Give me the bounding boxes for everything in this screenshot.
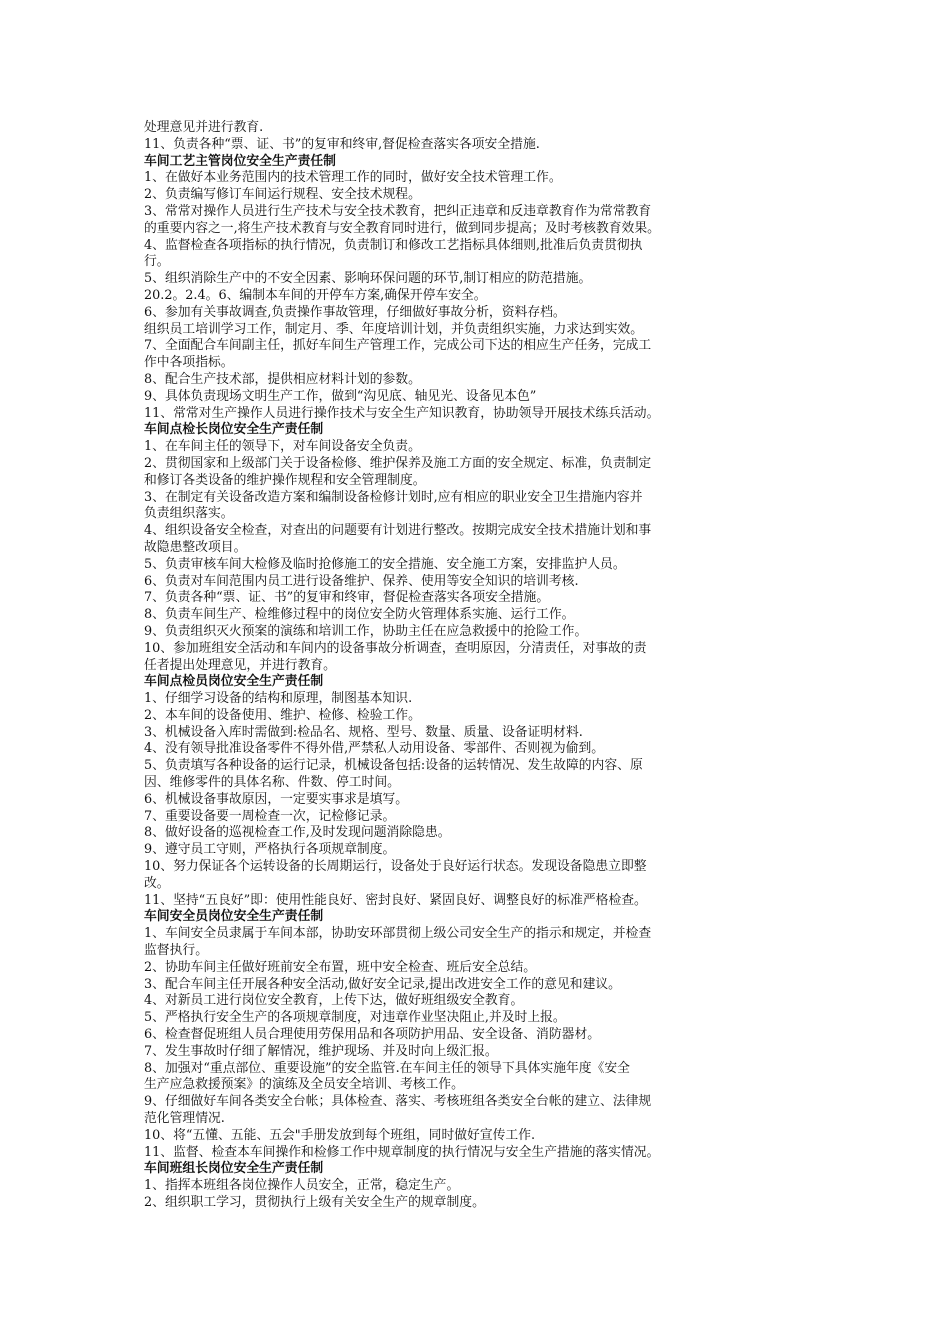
text-line: 作中各项指标。 xyxy=(144,355,234,371)
text-line: 6、负责对车间范围内员工进行设备维护、保养、使用等安全知识的培训考核. xyxy=(144,573,579,589)
text-line: 处理意见并进行教育. xyxy=(144,120,264,135)
text-line: 11、常常对生产操作人员进行操作技术与安全生产知识教育，协助领导开展技术练兵活动。 xyxy=(144,405,660,421)
section-heading: 车间安全员岗位安全生产责任制 xyxy=(144,909,324,925)
text-line: 4、组织设备安全检查，对查出的问题要有计划进行整改。按期完成安全技术措施计划和事 xyxy=(144,523,652,539)
text-line: 因、维修零件的具体名称、件数、停工时间。 xyxy=(144,775,400,791)
section-heading: 车间工艺主管岗位安全生产责任制 xyxy=(144,153,336,169)
text-line: 改。 xyxy=(144,875,170,891)
text-line: 5、负责填写各种设备的运行记录，机械设备包括:设备的运转情况、发生故障的内容、原 xyxy=(144,758,643,774)
text-line: 故隐患整改项目。 xyxy=(144,539,247,555)
text-line: 9、负责组织灭火预案的演练和培训工作，协助主任在应急救援中的抢险工作。 xyxy=(144,623,588,639)
text-line: 2、协助车间主任做好班前安全布置，班中安全检查、班后安全总结。 xyxy=(144,959,537,975)
text-line: 行。 xyxy=(144,254,170,270)
text-line: 4、对新员工进行岗位安全教育，上传下达，做好班组级安全教育。 xyxy=(144,993,524,1009)
text-line: 7、发生事故时仔细了解情况，维护现场、并及时向上级汇报。 xyxy=(144,1043,498,1059)
text-line: 组织员工培训学习工作，制定月、季、年度培训计划，并负责组织实施，力求达到实效。 xyxy=(144,321,644,337)
text-line: 5、严格执行安全生产的各项规章制度，对违章作业坚决阻止,并及时上报。 xyxy=(144,1010,566,1026)
text-line: 2、组织职工学习，贯彻执行上级有关安全生产的规章制度。 xyxy=(144,1195,485,1210)
text-line: 6、参加有关事故调查,负责操作事故管理，仔细做好事故分析，资料存档。 xyxy=(144,304,566,320)
text-line: 2、贯彻国家和上级部门关于设备检修、维护保养及施工方面的安全规定、标准，负责制定 xyxy=(144,455,652,471)
text-line: 5、负责审核车间大检修及临时抢修施工的安全措施、安全施工方案，安排监护人员。 xyxy=(144,556,626,572)
text-line: 3、机械设备入库时需做到:检品名、规格、型号、数量、质量、设备证明材料. xyxy=(144,724,583,740)
text-line: 任者提出处理意见，并进行教育。 xyxy=(144,657,336,673)
text-line: 8、负责车间生产、检维修过程中的岗位安全防火管理体系实施、运行工作。 xyxy=(144,607,575,623)
text-line: 8、做好设备的巡视检查工作,及时发现问题消除隐患。 xyxy=(144,825,451,841)
section-heading: 车间点检长岗位安全生产责任制 xyxy=(144,422,324,438)
text-line: 1、仔细学习设备的结构和原理，制图基本知识. xyxy=(144,691,413,707)
text-line: 6、机械设备事故原因，一定要实事求是填写。 xyxy=(144,791,409,807)
text-line: 9、遵守员工守则，严格执行各项规章制度。 xyxy=(144,842,396,858)
text-line: 10、参加班组安全活动和车间内的设备事故分析调查，查明原因，分清责任，对事故的责 xyxy=(144,640,647,656)
text-line: 11、坚持“五良好”即：使用性能良好、密封良好、紧固良好、调整良好的标准严格检查。 xyxy=(144,892,647,908)
text-line: 监督执行。 xyxy=(144,943,208,959)
document-page xyxy=(144,120,824,1212)
text-line: 9、仔细做好车间各类安全台帐；具体检查、落实、考核班组各类安全台帐的建立、法律规 xyxy=(144,1094,652,1110)
text-line: 1、在做好本业务范围内的技术管理工作的同时，做好安全技术管理工作。 xyxy=(144,170,562,186)
text-line: 的重要内容之一,将生产技术教育与安全教育同时进行，做到同步提高；及时考核教育效果。 xyxy=(144,220,660,236)
text-line: 10、努力保证各个运转设备的长周期运行，设备处于良好运行状态。发现设备隐患立即整 xyxy=(144,859,647,875)
text-line: 2、本车间的设备使用、维护、检修、检验工作。 xyxy=(144,707,421,723)
text-line: 8、配合生产技术部，提供相应材料计划的参数。 xyxy=(144,371,421,387)
text-line: 1、在车间主任的领导下，对车间设备安全负责。 xyxy=(144,439,421,455)
text-line: 4、没有领导批准设备零件不得外借,严禁私人动用设备、零部件、否则视为偷到。 xyxy=(144,741,605,757)
text-line: 4、监督检查各项指标的执行情况，负责制订和修改工艺指标具体细则,批准后负责贯彻执 xyxy=(144,237,643,253)
text-line: 7、全面配合车间副主任，抓好车间生产管理工作，完成公司下达的相应生产任务，完成工 xyxy=(144,338,652,354)
text-line: 7、负责各种“票、证、书”的复审和终审，督促检查落实各项安全措施。 xyxy=(144,590,550,606)
text-line: 生产应急救援预案》的演练及全员安全培训、考核工作。 xyxy=(144,1077,464,1093)
text-line: 9、具体负责现场文明生产工作，做到“沟见底、轴见光、设备见本色” xyxy=(144,388,537,404)
section-heading: 车间班组长岗位安全生产责任制 xyxy=(144,1161,324,1177)
text-line: 负责组织落实。 xyxy=(144,506,234,522)
text-line: 3、常常对操作人员进行生产技术与安全技术教育，把纠正违章和反违章教育作为常常教育 xyxy=(144,203,652,219)
text-line: 范化管理情况. xyxy=(144,1111,225,1127)
text-line: 7、重要设备要一周检查一次，记检修记录。 xyxy=(144,808,396,824)
text-line: 20.2。2.4。6、编制本车间的开停车方案,确保开停车安全。 xyxy=(144,287,487,303)
text-line: 3、配合车间主任开展各种安全活动,做好安全记录,提出改进安全工作的意见和建议。 xyxy=(144,976,621,992)
text-line: 10、将“五懂、五能、五会"手册发放到每个班组，同时做好宣传工作. xyxy=(144,1127,536,1143)
text-line: 11、负责各种“票、证、书”的复审和终审,督促检查落实各项安全措施. xyxy=(144,136,540,152)
text-line: 3、在制定有关设备改造方案和编制设备检修计划时,应有相应的职业安全卫生措施内容并 xyxy=(144,489,643,505)
text-line: 6、检查督促班组人员合理使用劳保用品和各项防护用品、安全设备、消防器材。 xyxy=(144,1027,601,1043)
section-heading: 车间点检员岗位安全生产责任制 xyxy=(144,674,324,690)
text-line: 8、加强对“重点部位、重要设施”的安全监管.在车间主任的领导下具体实施年度《安全 xyxy=(144,1060,630,1076)
text-line: 5、组织消除生产中的不安全因素、影响环保问题的环节,制订相应的防范措施。 xyxy=(144,271,592,287)
text-line: 和修订各类设备的维护操作规程和安全管理制度。 xyxy=(144,472,426,488)
text-line: 1、车间安全员隶属于车间本部，协助安环部贯彻上级公司安全生产的指示和规定，并检查 xyxy=(144,926,652,942)
text-line: 1、指挥本班组各岗位操作人员安全，正常，稳定生产。 xyxy=(144,1178,460,1194)
text-line: 11、监督、检查本车间操作和检修工作中规章制度的执行情况与安全生产措施的落实情况。 xyxy=(144,1144,660,1160)
text-line: 2、负责编写修订车间运行规程、安全技术规程。 xyxy=(144,187,421,203)
